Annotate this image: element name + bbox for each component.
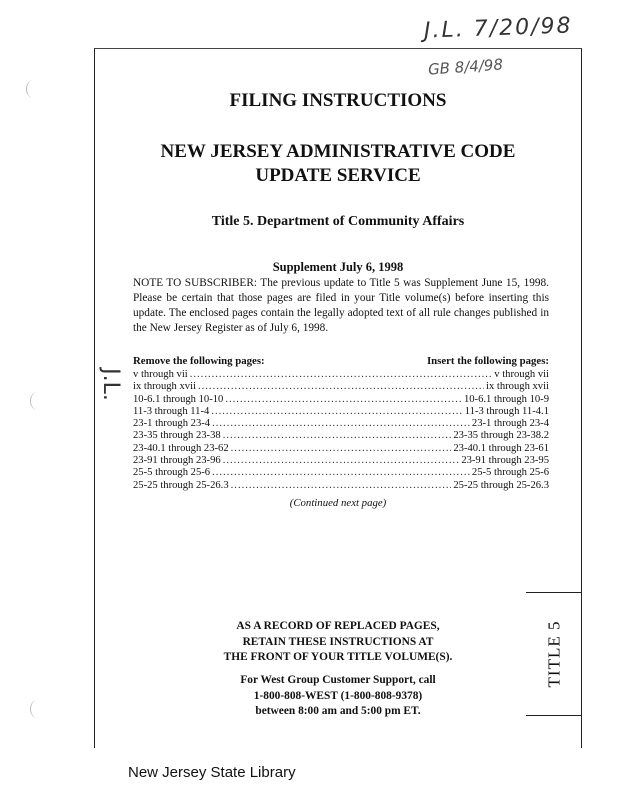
record-line-1: AS A RECORD OF REPLACED PAGES, xyxy=(236,620,440,632)
continued-note: (Continued next page) xyxy=(289,497,387,509)
insert-pages: 25-5 through 25-6 xyxy=(471,467,549,479)
punch-hole xyxy=(30,392,45,410)
table-row xyxy=(133,369,549,381)
dot-leader xyxy=(190,369,493,381)
remove-pages: 25-5 through 25-6 xyxy=(133,467,211,479)
page-title: FILING INSTRUCTIONS xyxy=(229,90,447,111)
supplement-date: Supplement July 6, 1998 xyxy=(272,260,404,274)
handwritten-date-note: J.L. 7/20/98 xyxy=(423,13,573,44)
table-row xyxy=(133,480,549,492)
insert-pages: 23-40.1 through 23-61 xyxy=(453,442,549,454)
insert-pages: v through vii xyxy=(494,369,549,380)
heading-line-2: UPDATE SERVICE xyxy=(255,165,421,186)
remove-column-header: Remove the following pages: xyxy=(133,355,265,367)
punch-hole xyxy=(30,700,45,718)
punch-hole xyxy=(26,80,41,98)
tab-label-text: TITLE 5 xyxy=(544,620,564,688)
table-row xyxy=(133,418,549,430)
library-footer: New Jersey State Library xyxy=(128,764,296,781)
record-instructions xyxy=(94,619,582,666)
dot-leader xyxy=(212,467,470,479)
remove-pages: 25-25 through 25-26.3 xyxy=(133,479,229,491)
support-hours: between 8:00 am and 5:00 pm ET. xyxy=(255,705,421,717)
insert-pages: 25-25 through 25-26.3 xyxy=(453,479,549,491)
dot-leader xyxy=(231,480,452,492)
table-row xyxy=(133,430,549,442)
remove-pages: 11-3 through 11-4 xyxy=(133,405,210,417)
table-row xyxy=(133,394,549,406)
insert-column-header: Insert the following pages: xyxy=(426,355,549,367)
handwritten-side-note: J.L. xyxy=(97,368,123,401)
remove-pages: ix through xvii xyxy=(133,381,196,393)
insert-pages: 23-1 through 23-4 xyxy=(471,418,549,430)
remove-pages: 23-40.1 through 23-62 xyxy=(133,442,229,454)
remove-pages: 23-91 through 23-96 xyxy=(133,455,221,467)
remove-pages: 10-6.1 through 10-10 xyxy=(133,393,224,405)
table-row xyxy=(133,455,549,467)
heading-line-1: NEW JERSEY ADMINISTRATIVE CODE xyxy=(160,141,516,162)
dot-leader xyxy=(212,418,470,430)
support-line-1: For West Group Customer Support, call xyxy=(240,674,436,686)
table-row xyxy=(133,381,549,393)
dot-leader xyxy=(231,443,452,455)
insert-pages: 10-6.1 through 10-9 xyxy=(463,393,549,405)
insert-pages: 11-3 through 11-4.1 xyxy=(464,405,549,417)
handwritten-initials: GB 8/4/98 xyxy=(427,55,504,79)
document-heading xyxy=(94,140,582,188)
dot-leader xyxy=(198,381,484,393)
customer-support-info xyxy=(94,673,582,720)
insert-pages: 23-91 through 23-95 xyxy=(461,455,549,467)
pages-table xyxy=(133,369,549,492)
title-subject: Title 5. Department of Community Affairs xyxy=(211,214,465,229)
dot-leader xyxy=(223,455,460,467)
support-phone: 1-800-808-WEST (1-800-808-9378) xyxy=(253,689,423,702)
pages-table-header xyxy=(133,355,549,367)
table-row xyxy=(133,406,549,418)
insert-pages: 23-35 through 23-38.2 xyxy=(453,430,549,442)
record-line-2: RETAIN THESE INSTRUCTIONS AT xyxy=(242,635,434,648)
dot-leader xyxy=(223,430,452,442)
remove-pages: 23-1 through 23-4 xyxy=(133,418,211,430)
remove-pages: v through vii xyxy=(133,369,188,380)
subscriber-note: NOTE TO SUBSCRIBER: The previous update to Title 5 was Supplement June 15, 1998. Please be certain that those pages are filed in your Title volume(s) before inserting this update. The enclosed pages contain the legally adopted text of all rule changes published in the New Jersey Register as of July 6, 1998. xyxy=(133,277,549,334)
title-tab-label xyxy=(526,592,582,716)
dot-leader xyxy=(211,406,462,418)
dot-leader xyxy=(225,394,462,406)
table-row xyxy=(133,443,549,455)
remove-pages: 23-35 through 23-38 xyxy=(133,430,221,442)
insert-pages: ix through xvii xyxy=(486,381,549,393)
record-line-3: THE FRONT OF YOUR TITLE VOLUME(S). xyxy=(223,651,453,663)
table-row xyxy=(133,467,549,479)
